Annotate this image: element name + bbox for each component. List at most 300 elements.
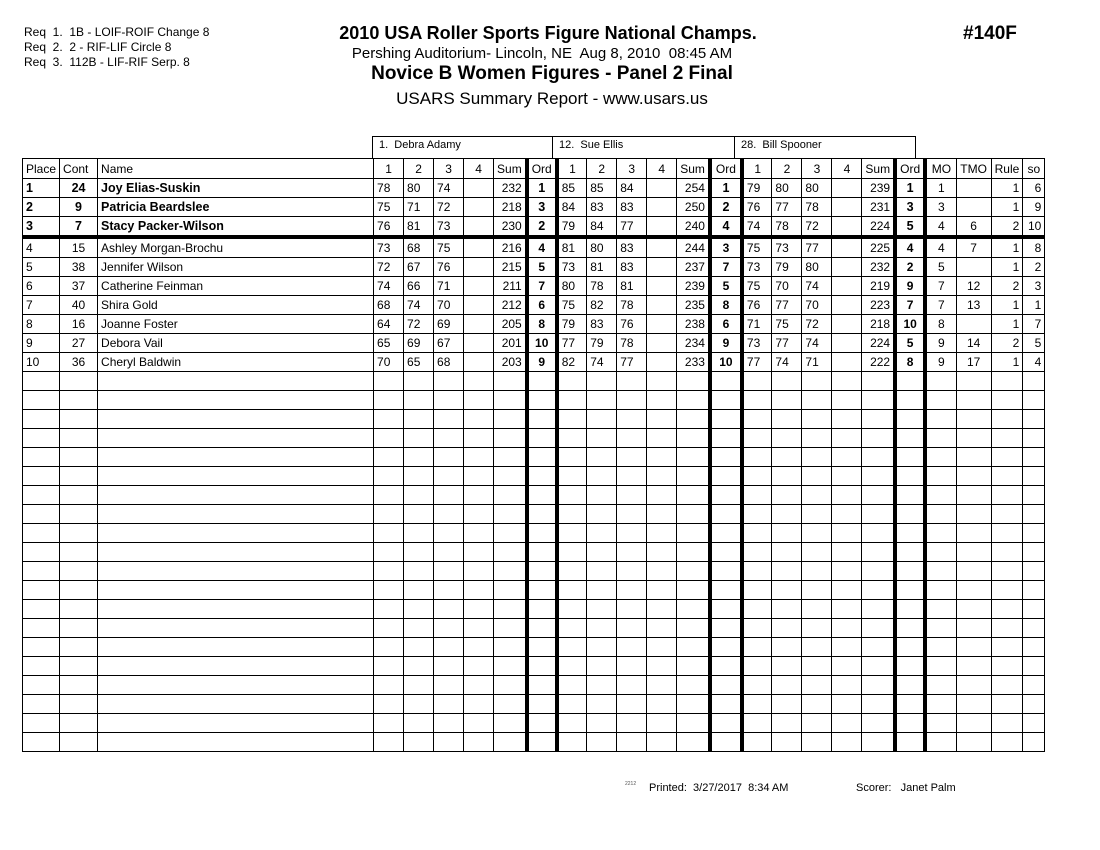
mo-cell: 4 [925,237,956,258]
mo-cell: 9 [925,353,956,372]
empty-cell [862,505,895,524]
empty-cell [925,391,956,410]
empty-cell [895,600,925,619]
table-row [23,296,1045,315]
empty-cell [98,600,374,619]
j2-col-3: 3 [617,159,647,179]
empty-cell [677,524,710,543]
empty-cell [647,524,677,543]
empty-cell [23,676,60,695]
empty-cell [832,543,862,562]
empty-cell [1023,619,1045,638]
judge2-score-1-cell: 85 [557,179,587,198]
judge3-score-2-cell: 77 [772,296,802,315]
empty-row [23,695,1045,714]
judge2-score-4-cell [647,296,677,315]
empty-cell [862,695,895,714]
judge1-score-1-cell: 75 [374,198,404,217]
empty-cell [98,524,374,543]
empty-cell [60,562,98,581]
empty-cell [587,486,617,505]
empty-cell [862,714,895,733]
judge3-ordinal-cell: 7 [895,296,925,315]
empty-cell [464,638,494,657]
judge1-ordinal-cell: 4 [527,237,557,258]
empty-cell [677,638,710,657]
judge2-score-1-cell: 80 [557,277,587,296]
empty-cell [802,391,832,410]
empty-cell [772,372,802,391]
empty-cell [1023,505,1045,524]
empty-cell [617,429,647,448]
empty-cell [742,486,772,505]
empty-cell [991,581,1023,600]
printed-timestamp: Printed: 3/27/2017 8:34 AM [649,782,789,794]
empty-cell [587,581,617,600]
empty-cell [527,733,557,752]
empty-cell [527,410,557,429]
empty-cell [60,581,98,600]
empty-cell [587,391,617,410]
empty-cell [494,562,527,581]
judge3-score-2-cell: 75 [772,315,802,334]
empty-cell [557,410,587,429]
empty-cell [991,600,1023,619]
judge3-score-4-cell [832,217,862,238]
j2-col-sum: Sum [677,159,710,179]
judge1-score-1-cell: 64 [374,315,404,334]
empty-cell [374,714,404,733]
empty-cell [832,372,862,391]
empty-row [23,467,1045,486]
empty-row [23,391,1045,410]
empty-cell [925,695,956,714]
col-name: Name [98,159,374,179]
column-header-row [23,159,1045,179]
empty-cell [742,581,772,600]
empty-cell [925,714,956,733]
empty-cell [895,372,925,391]
empty-cell [710,410,742,429]
empty-cell [862,391,895,410]
empty-cell [802,372,832,391]
empty-cell [832,486,862,505]
empty-cell [23,372,60,391]
empty-cell [23,429,60,448]
empty-cell [434,486,464,505]
cont-cell: 40 [60,296,98,315]
empty-cell [60,467,98,486]
empty-cell [772,562,802,581]
empty-cell [895,638,925,657]
empty-cell [404,372,434,391]
judge1-score-2-cell: 67 [404,258,434,277]
judge3-score-3-cell: 77 [802,237,832,258]
empty-cell [742,657,772,676]
empty-cell [802,524,832,543]
judge2-score-1-cell: 75 [557,296,587,315]
empty-cell [742,524,772,543]
judge2-ordinal-cell: 8 [710,296,742,315]
empty-cell [23,733,60,752]
name-cell: Debora Vail [98,334,374,353]
empty-cell [832,619,862,638]
judge2-score-3-cell: 84 [617,179,647,198]
empty-cell [802,676,832,695]
empty-cell [1023,524,1045,543]
empty-cell [374,448,404,467]
empty-cell [587,600,617,619]
judge1-score-3-cell: 76 [434,258,464,277]
empty-cell [742,638,772,657]
empty-cell [802,733,832,752]
empty-row [23,486,1045,505]
empty-cell [557,733,587,752]
judge3-ordinal-cell: 9 [895,277,925,296]
judge3-score-3-cell: 71 [802,353,832,372]
empty-cell [494,505,527,524]
empty-cell [557,505,587,524]
empty-cell [60,695,98,714]
empty-cell [772,391,802,410]
judge3-ordinal-cell: 2 [895,258,925,277]
judge2-score-1-cell: 77 [557,334,587,353]
empty-row [23,448,1045,467]
empty-cell [802,486,832,505]
place-cell: 2 [23,198,60,217]
empty-cell [647,657,677,676]
empty-cell [991,391,1023,410]
empty-cell [895,619,925,638]
empty-cell [587,410,617,429]
judge2-score-4-cell [647,198,677,217]
empty-cell [742,391,772,410]
judge1-sum-cell: 218 [494,198,527,217]
empty-cell [434,505,464,524]
empty-cell [832,676,862,695]
judge3-score-3-cell: 72 [802,315,832,334]
empty-cell [494,429,527,448]
empty-cell [742,429,772,448]
empty-cell [802,638,832,657]
judge2-score-3-cell: 77 [617,353,647,372]
table-row [23,277,1045,296]
empty-cell [23,486,60,505]
judge3-score-2-cell: 73 [772,237,802,258]
empty-cell [772,676,802,695]
judge1-score-1-cell: 72 [374,258,404,277]
empty-cell [832,714,862,733]
mo-cell: 9 [925,334,956,353]
j3-col-4: 4 [832,159,862,179]
empty-cell [494,410,527,429]
empty-cell [710,391,742,410]
empty-row [23,524,1045,543]
j1-col-sum: Sum [494,159,527,179]
results-table [22,158,1045,752]
empty-cell [494,467,527,486]
empty-cell [742,505,772,524]
empty-cell [464,410,494,429]
empty-cell [862,619,895,638]
empty-cell [23,600,60,619]
empty-cell [23,695,60,714]
judge1-score-1-cell: 78 [374,179,404,198]
empty-cell [802,410,832,429]
empty-cell [862,543,895,562]
empty-cell [98,733,374,752]
empty-cell [434,714,464,733]
judge2-sum-cell: 254 [677,179,710,198]
name-cell: Catherine Feinman [98,277,374,296]
empty-cell [772,505,802,524]
place-cell: 8 [23,315,60,334]
empty-cell [895,562,925,581]
empty-cell [802,467,832,486]
place-cell: 7 [23,296,60,315]
empty-cell [991,619,1023,638]
so-cell: 4 [1023,353,1045,372]
empty-cell [802,695,832,714]
judge3-sum-cell: 224 [862,217,895,238]
empty-cell [434,695,464,714]
empty-cell [464,657,494,676]
judge1-ordinal-cell: 10 [527,334,557,353]
empty-cell [587,372,617,391]
empty-cell [98,448,374,467]
empty-cell [710,467,742,486]
empty-cell [772,448,802,467]
empty-cell [647,505,677,524]
j3-col-3: 3 [802,159,832,179]
empty-cell [434,638,464,657]
judge1-score-4-cell [464,296,494,315]
empty-cell [862,524,895,543]
empty-cell [98,410,374,429]
empty-cell [464,448,494,467]
judge3-score-2-cell: 79 [772,258,802,277]
empty-cell [862,467,895,486]
mo-cell: 3 [925,198,956,217]
mo-cell: 8 [925,315,956,334]
empty-cell [710,733,742,752]
judge2-sum-cell: 239 [677,277,710,296]
judge2-score-4-cell [647,334,677,353]
empty-cell [404,695,434,714]
empty-row [23,372,1045,391]
empty-cell [404,429,434,448]
empty-cell [1023,714,1045,733]
judge3-score-3-cell: 70 [802,296,832,315]
judge2-sum-cell: 238 [677,315,710,334]
empty-cell [862,638,895,657]
empty-cell [527,581,557,600]
empty-cell [494,543,527,562]
empty-cell [587,543,617,562]
empty-cell [677,410,710,429]
judge3-score-4-cell [832,179,862,198]
empty-cell [991,410,1023,429]
judge2-score-4-cell [647,353,677,372]
table-row [23,179,1045,198]
empty-cell [862,676,895,695]
judge1-score-4-cell [464,217,494,238]
empty-cell [527,676,557,695]
empty-cell [587,638,617,657]
empty-cell [23,505,60,524]
empty-cell [1023,676,1045,695]
empty-cell [895,505,925,524]
empty-cell [802,448,832,467]
empty-cell [527,486,557,505]
judge3-score-1-cell: 75 [742,277,772,296]
judge1-ordinal-cell: 6 [527,296,557,315]
empty-cell [677,619,710,638]
judge2-score-1-cell: 79 [557,315,587,334]
judge1-sum-cell: 216 [494,237,527,258]
judge3-score-2-cell: 78 [772,217,802,238]
empty-cell [557,467,587,486]
judge2-score-2-cell: 83 [587,198,617,217]
j3-col-sum: Sum [862,159,895,179]
empty-cell [710,448,742,467]
empty-cell [710,619,742,638]
empty-cell [98,638,374,657]
empty-cell [772,619,802,638]
empty-cell [742,619,772,638]
empty-cell [404,448,434,467]
empty-cell [374,638,404,657]
empty-cell [991,638,1023,657]
judge1-score-3-cell: 73 [434,217,464,238]
empty-cell [404,562,434,581]
empty-cell [60,600,98,619]
judge1-score-2-cell: 72 [404,315,434,334]
empty-cell [742,467,772,486]
judge2-score-2-cell: 82 [587,296,617,315]
judge2-ordinal-cell: 1 [710,179,742,198]
empty-cell [677,448,710,467]
empty-cell [464,372,494,391]
empty-cell [434,581,464,600]
empty-cell [710,429,742,448]
judge2-score-3-cell: 78 [617,296,647,315]
judge3-score-4-cell [832,334,862,353]
empty-cell [404,543,434,562]
empty-cell [374,524,404,543]
name-cell: Stacy Packer-Wilson [98,217,374,238]
empty-cell [374,619,404,638]
empty-cell [862,429,895,448]
empty-cell [647,467,677,486]
empty-cell [617,581,647,600]
empty-cell [956,505,991,524]
empty-row [23,410,1045,429]
empty-cell [434,676,464,695]
empty-cell [710,372,742,391]
empty-cell [557,372,587,391]
empty-cell [98,619,374,638]
empty-cell [1023,581,1045,600]
empty-cell [374,733,404,752]
empty-cell [991,562,1023,581]
empty-cell [895,714,925,733]
judge2-sum-cell: 240 [677,217,710,238]
empty-cell [802,714,832,733]
judge2-score-2-cell: 80 [587,237,617,258]
judge3-score-1-cell: 76 [742,198,772,217]
rule-cell: 1 [991,296,1023,315]
empty-cell [404,524,434,543]
empty-cell [772,600,802,619]
empty-cell [527,467,557,486]
empty-cell [991,695,1023,714]
empty-cell [374,410,404,429]
empty-cell [1023,638,1045,657]
empty-cell [647,638,677,657]
empty-cell [895,676,925,695]
empty-cell [464,524,494,543]
empty-cell [98,562,374,581]
empty-cell [677,581,710,600]
empty-row [23,429,1045,448]
judge3-score-1-cell: 76 [742,296,772,315]
event-title: Novice B Women Figures - Panel 2 Final [371,63,733,84]
judge3-ordinal-cell: 10 [895,315,925,334]
empty-cell [1023,391,1045,410]
judge3-score-2-cell: 70 [772,277,802,296]
judge2-score-4-cell [647,277,677,296]
judge3-score-2-cell: 77 [772,198,802,217]
judge-header-3: 28. Bill Spooner [734,136,916,158]
empty-cell [494,657,527,676]
empty-cell [991,448,1023,467]
table-row [23,217,1045,238]
judge3-score-1-cell: 73 [742,258,772,277]
empty-cell [587,657,617,676]
col-tmo: TMO [956,159,991,179]
so-cell: 5 [1023,334,1045,353]
empty-cell [647,695,677,714]
judge1-score-2-cell: 69 [404,334,434,353]
empty-row [23,714,1045,733]
empty-cell [60,733,98,752]
col-place: Place [23,159,60,179]
judge3-sum-cell: 224 [862,334,895,353]
empty-cell [527,600,557,619]
empty-cell [464,505,494,524]
empty-cell [710,676,742,695]
judge2-score-3-cell: 83 [617,258,647,277]
judge3-sum-cell: 219 [862,277,895,296]
judge2-score-3-cell: 81 [617,277,647,296]
empty-cell [60,543,98,562]
judge1-score-3-cell: 72 [434,198,464,217]
judge3-score-1-cell: 71 [742,315,772,334]
empty-cell [60,714,98,733]
empty-cell [895,524,925,543]
empty-cell [832,695,862,714]
judge2-ordinal-cell: 4 [710,217,742,238]
empty-cell [677,695,710,714]
empty-cell [1023,562,1045,581]
empty-cell [1023,467,1045,486]
empty-cell [404,657,434,676]
judge1-score-1-cell: 70 [374,353,404,372]
empty-cell [772,714,802,733]
empty-cell [464,581,494,600]
judge1-ordinal-cell: 3 [527,198,557,217]
